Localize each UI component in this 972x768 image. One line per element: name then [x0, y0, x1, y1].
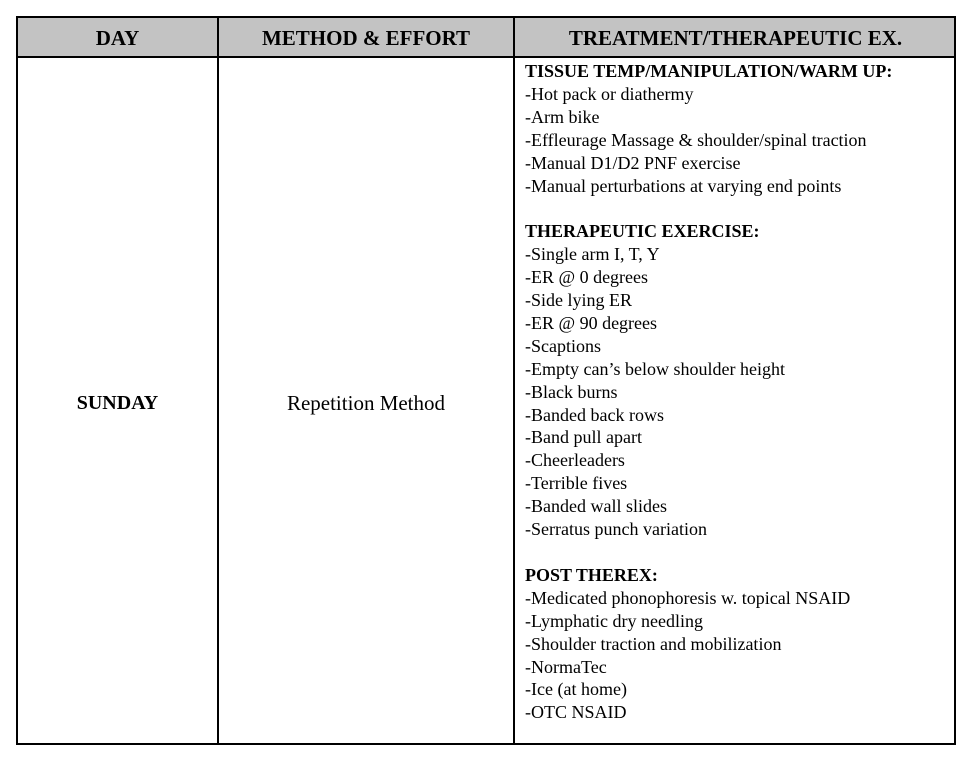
list-item: -Black burns	[525, 381, 618, 402]
list-item: -Empty can’s below shoulder height	[525, 358, 785, 379]
treatment-section	[525, 564, 892, 724]
treatment-section	[525, 60, 892, 197]
treatment-table	[16, 16, 956, 745]
list-item: -Side lying ER	[525, 290, 632, 311]
list-item: -Shoulder traction and mobilization	[525, 633, 782, 654]
list-item: -Scaptions	[525, 335, 601, 356]
list-item: -Banded wall slides	[525, 496, 667, 517]
list-item: -NormaTec	[525, 656, 607, 677]
list-item: -Banded back rows	[525, 404, 664, 425]
header-treatment: TREATMENT/THERAPEUTIC EX.	[568, 26, 903, 50]
list-item: -Band pull apart	[525, 427, 642, 448]
list-item: -Manual perturbations at varying end points	[525, 175, 842, 196]
list-item: -Ice (at home)	[525, 679, 627, 700]
column-divider	[513, 18, 515, 743]
section-heading: TISSUE TEMP/MANIPULATION/WARM UP:	[525, 61, 893, 81]
list-item: -OTC NSAID	[525, 702, 627, 723]
list-item: -ER @ 90 degrees	[525, 312, 658, 333]
list-item: -Serratus punch variation	[525, 519, 707, 540]
list-item: -Hot pack or diathermy	[525, 83, 694, 104]
treatment-cell	[525, 60, 892, 724]
list-item: -Cheerleaders	[525, 450, 625, 471]
list-item: -Effleurage Massage & shoulder/spinal traction	[525, 129, 867, 150]
day-cell: SUNDAY	[76, 392, 159, 414]
list-item: -Terrible fives	[525, 473, 628, 494]
method-cell: Repetition Method	[286, 391, 446, 415]
column-divider	[217, 18, 219, 743]
header-method: METHOD & EFFORT	[261, 26, 471, 50]
section-heading: THERAPEUTIC EXERCISE:	[525, 221, 760, 242]
section-heading: POST THEREX:	[525, 564, 658, 585]
list-item: -Medicated phonophoresis w. topical NSAID	[525, 587, 851, 608]
treatment-section	[525, 220, 892, 541]
list-item: -Single arm I, T, Y	[525, 244, 660, 265]
list-item: -Manual D1/D2 PNF exercise	[525, 152, 741, 173]
list-item: -Lymphatic dry needling	[525, 610, 703, 631]
header-day: DAY	[95, 26, 140, 50]
table-header-row	[18, 18, 954, 58]
list-item: -ER @ 0 degrees	[525, 267, 649, 288]
list-item: -Arm bike	[525, 106, 600, 127]
